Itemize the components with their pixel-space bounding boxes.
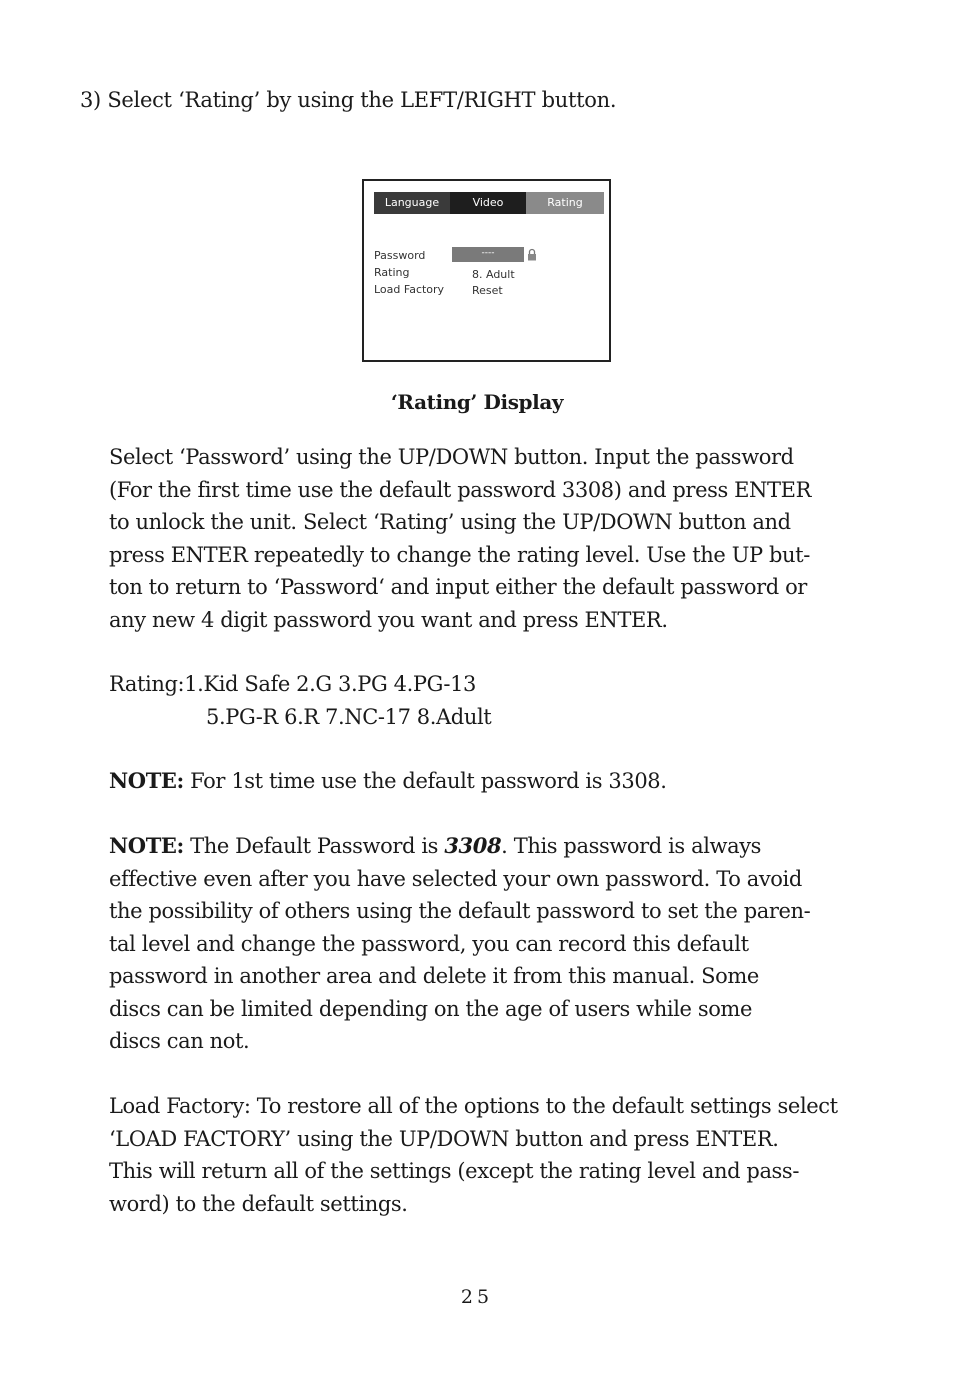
- text-line: the possibility of others using the default password to set the paren-: [109, 899, 811, 923]
- note-label: NOTE:: [109, 833, 184, 858]
- note-text: For 1st time use the default password is 3308.: [183, 769, 667, 793]
- rating-value: 8. Adult: [472, 268, 515, 281]
- load-factory-label: Load Factory: [374, 283, 445, 296]
- rating-label: Rating: [374, 266, 410, 279]
- load-factory-instructions: [109, 1090, 889, 1220]
- text-line: any new 4 digit password you want and press ENTER.: [109, 607, 668, 632]
- text-line: Load Factory: To restore all of the options to the default settings select: [109, 1094, 838, 1118]
- text-line: to unlock the unit. Select ‘Rating’ using the UP/DOWN button and: [109, 510, 791, 534]
- note-text: The Default Password is: [183, 834, 445, 858]
- text-line: Select ‘Password’ using the UP/DOWN button. Input the password: [109, 445, 794, 469]
- text-line: press ENTER repeatedly to change the rating level. Use the UP but-: [109, 542, 810, 567]
- note-default-password: [109, 830, 889, 1058]
- password-instructions: [109, 441, 889, 636]
- lock-icon: [527, 248, 537, 261]
- text-line: ton to return to ‘Password‘ and input either the default password or: [109, 575, 807, 599]
- tab-video: Video: [450, 192, 526, 214]
- tab-rating: Rating: [526, 192, 604, 214]
- text-line: This will return all of the settings (except the rating level and pass-: [109, 1159, 800, 1183]
- text-line: discs can not.: [109, 1029, 250, 1053]
- text-line: word) to the default settings.: [109, 1191, 408, 1216]
- text-line: tal level and change the password, you can record this default: [109, 931, 749, 956]
- step-instruction: 3) Select ‘Rating’ by using the LEFT/RIGHT button.: [80, 88, 617, 112]
- rating-levels-line: Rating:1.Kid Safe 2.G 3.PG 4.PG-13: [109, 672, 477, 696]
- note-text: . This password is always: [501, 834, 762, 858]
- rating-menu-screen: [362, 179, 611, 362]
- text-line: (For the first time use the default password 3308) and press ENTER: [109, 477, 811, 502]
- figure-caption: ‘Rating’ Display: [390, 390, 564, 414]
- text-line: discs can be limited depending on the age of users while some: [109, 996, 752, 1021]
- note-first-time: [109, 765, 889, 798]
- default-password: 3308: [444, 833, 502, 858]
- note-label: NOTE:: [109, 768, 184, 793]
- text-line: effective even after you have selected your own password. To avoid: [109, 866, 802, 891]
- text-line: ‘LOAD FACTORY’ using the UP/DOWN button and press ENTER.: [109, 1126, 779, 1151]
- rating-levels-line: 5.PG-R 6.R 7.NC-17 8.Adult: [206, 704, 492, 729]
- password-field: ----: [452, 247, 524, 262]
- load-factory-value: Reset: [472, 284, 503, 297]
- page-number: 25: [460, 1286, 494, 1308]
- text-line: password in another area and delete it from this manual. Some: [109, 964, 759, 988]
- tab-language: Language: [374, 192, 450, 214]
- menu-tab-bar: [374, 192, 604, 214]
- rating-levels: [109, 668, 889, 733]
- password-label: Password: [374, 249, 426, 262]
